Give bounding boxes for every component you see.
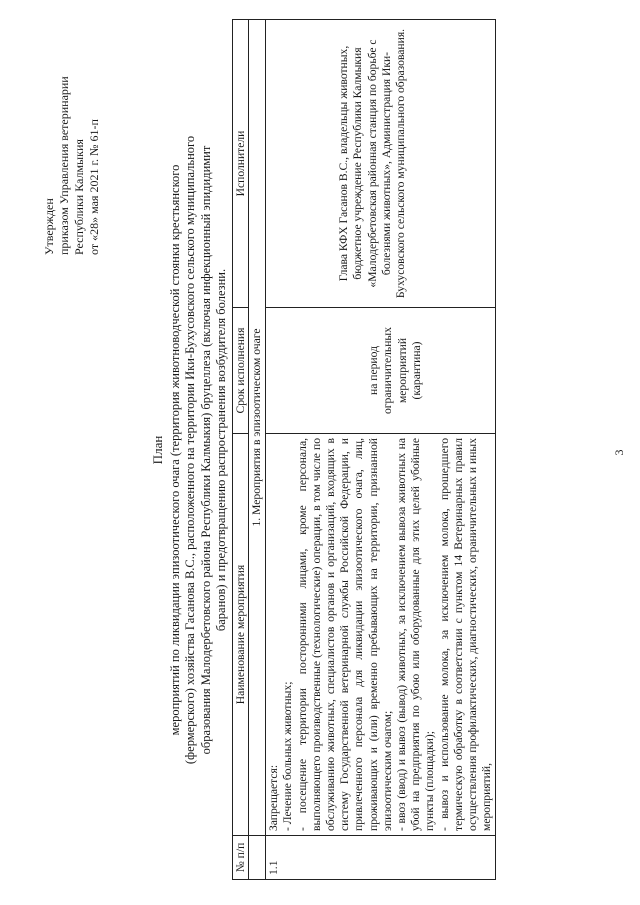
- header-executors: Исполнители: [233, 20, 249, 308]
- approval-line: Утвержден: [42, 198, 56, 255]
- term-cell: [266, 308, 496, 434]
- row-number: 1.1: [266, 836, 496, 880]
- plan-table: [232, 19, 496, 880]
- header-term: Срок исполнения: [233, 308, 249, 434]
- page-number: 3: [612, 449, 626, 456]
- title-line: мероприятий по ликвидации эпизоотического очага (территория животноводческой стоянки крестьянского: [167, 164, 182, 736]
- approval-line: Республики Калмыкия: [72, 139, 86, 255]
- executors-text: Глава КФХ Гасанов В.С., владельцы животных, бюджетное учреждение Республики Калмыкия «Малодербетовская районная станция по борьбе с болезнями животных», Администрация Ики-Бухусовского сельского муниципального образования.: [337, 28, 408, 299]
- table-header-row: [233, 20, 249, 880]
- document-title: [150, 30, 230, 870]
- header-measure-name: Наименование мероприятия: [233, 434, 249, 836]
- section-number-cell: [249, 836, 266, 880]
- title-line: (фермерского) хозяйства Гасанова В.С., расположенного на территории Ики-Бухусовского сельского муниципального: [183, 135, 197, 765]
- section-title: 1. Мероприятия в эпизоотическом очаге: [249, 20, 266, 836]
- measure-line: - Лечение больных животных;: [281, 681, 295, 831]
- measure-description: [266, 434, 496, 836]
- approval-stamp: [42, 20, 102, 255]
- measure-line: Запрещается:: [267, 764, 281, 831]
- executors-cell: [266, 20, 496, 308]
- approval-line: от «28» мая 2021 г. № 61-п: [87, 119, 101, 255]
- term-text: на период ограничительных мероприятий (карантина): [367, 327, 423, 415]
- approval-line: приказом Управления ветеринарии: [57, 76, 71, 255]
- header-number: № п/п: [233, 836, 249, 880]
- measure-line: - ввоз (ввод) и вывоз (вывод) животных, за исключением вывоза животных на убой на предприятия по убою или оборудованные для этих целей убойные пункты (площадки);: [395, 438, 437, 831]
- title-line: баранов) и предотвращению распространения возбудителя болезни.: [214, 268, 228, 632]
- table-row: [266, 20, 496, 880]
- measure-line: - посещение территории посторонними лицами, кроме персонала, выполняющего производственные (технологические) операции, в том числе по обслуживанию животных, специалистов органов и организаций, входящих в систему Государственной ветеринарной службы Российской Федерации, и привлеченного персонала для ликвидации эпизоотического очага, лиц, проживающих и (или) временно пребывающих на территории, признанной эпизоотическим очагом;: [295, 438, 394, 831]
- title-line: образования Малодербетовского района Республики Калмыкия) бруцеллеза (включая инфекционный эпидидимит: [198, 145, 213, 755]
- section-row: [249, 20, 266, 880]
- title-heading: План: [150, 435, 165, 465]
- measure-line: - вывоз и использование молока, за исключением молока, прошедшего термическую обработку в соответствии с пунктом 14 Ветеринарных правил осуществления профилактических, диагностических, ограничительных и иных мероприятий,: [437, 438, 494, 831]
